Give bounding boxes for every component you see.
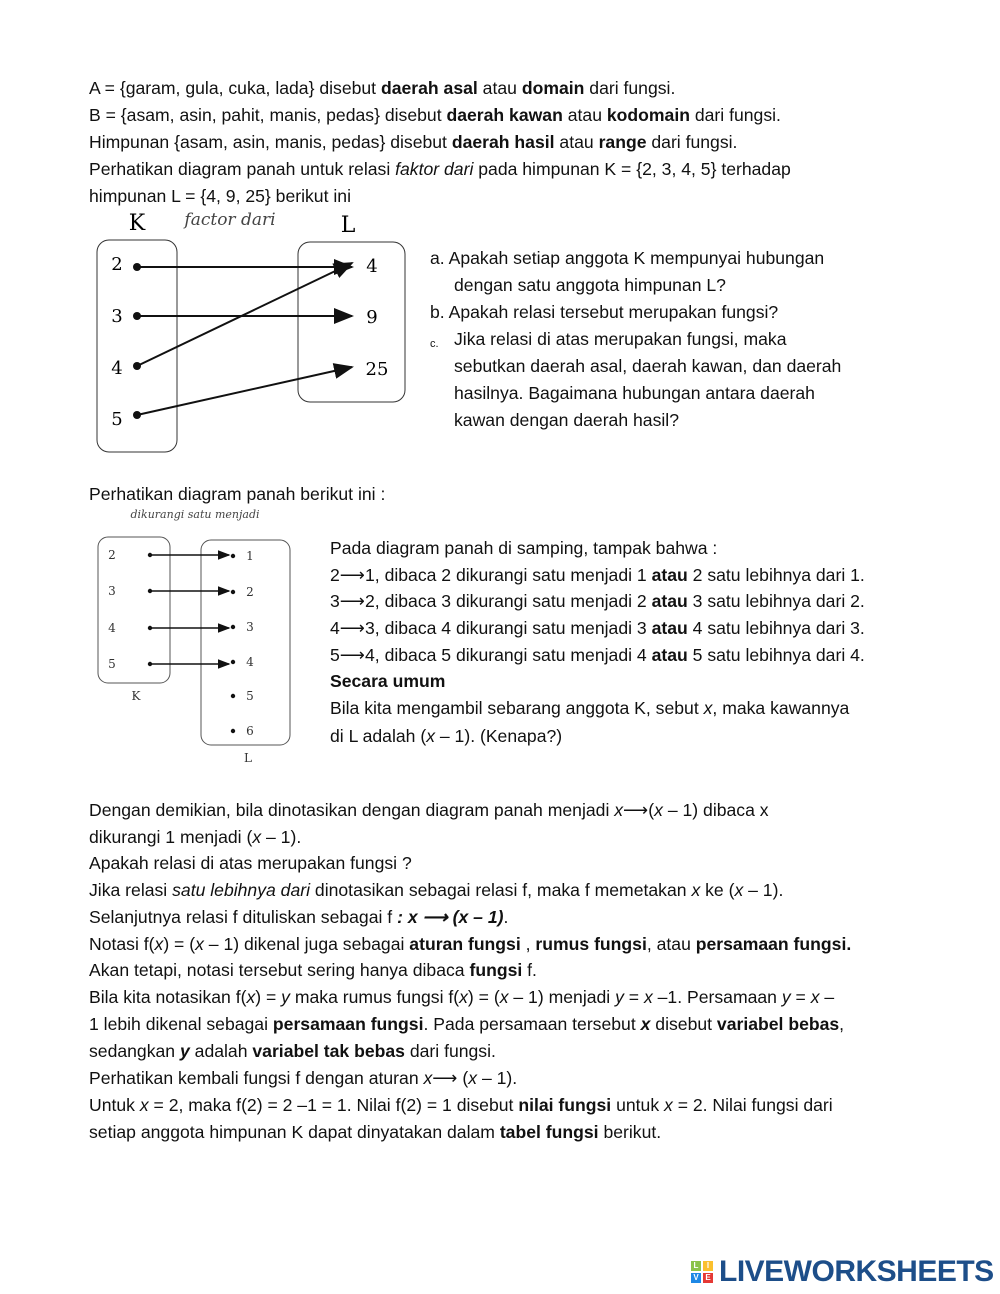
set-l-label: L [340, 213, 356, 238]
text-segment: x [139, 1095, 149, 1115]
text-line-s6 [330, 670, 445, 692]
k-element: 2 [108, 548, 116, 562]
question-c-marker: c. [430, 338, 439, 350]
text-segment: dari fungsi. [689, 105, 781, 125]
text-segment: . Pada persamaan tersebut [423, 1014, 641, 1034]
text-segment: = 2. Nilai fungsi dari [672, 1095, 833, 1115]
relation-label: factor dari [184, 210, 276, 230]
text-line-d8 [89, 986, 834, 1008]
text-line-d6 [89, 933, 851, 955]
text-segment: – 1) menjadi [508, 987, 616, 1007]
text-segment: 2⟶1, dibaca 2 dikurangi satu menjadi 1 [330, 565, 652, 585]
l-element: 5 [246, 689, 254, 703]
bold-term: rumus fungsi [535, 934, 647, 954]
text-segment: x [499, 987, 509, 1007]
text-segment: maka rumus fungsi f( [289, 987, 460, 1007]
text-segment: , [520, 934, 536, 954]
text-segment: y [281, 987, 290, 1007]
text-segment: himpunan L = {4, 9, 25} berikut ini [89, 186, 351, 206]
l-element: 6 [246, 724, 254, 738]
text-segment: f. [522, 960, 537, 980]
text-line-d2 [89, 826, 301, 848]
text-segment: Dengan demikian, bila dinotasikan dengan diagram panah menjadi [89, 800, 615, 820]
text-segment: 1 lebih dikenal sebagai [89, 1014, 273, 1034]
text-segment: dari fungsi. [646, 132, 738, 152]
text-segment: Perhatikan diagram panah untuk relasi [89, 159, 396, 179]
text-segment: Perhatikan kembali fungsi f dengan aturan [89, 1068, 424, 1088]
text-segment: setiap anggota himpunan K dapat dinyatakan dalam [89, 1122, 500, 1142]
bold-term: Secara umum [330, 671, 446, 691]
text-line-d3 [89, 852, 412, 874]
text-line-d13 [89, 1121, 661, 1143]
text-segment: ) = ( [467, 987, 500, 1007]
text-segment: = [623, 987, 644, 1007]
text-segment: berikut. [598, 1122, 662, 1142]
k-element: 4 [108, 621, 116, 635]
text-line-d7 [89, 959, 537, 981]
text-segment: x [614, 800, 624, 820]
text-segment: dengan satu anggota himpunan L? [454, 275, 726, 295]
bold-term: aturan fungsi [409, 934, 521, 954]
text-segment: sedangkan [89, 1041, 180, 1061]
text-segment: , maka kawannya [712, 698, 850, 718]
arrow-diagram-factor-dari [0, 0, 1000, 470]
bold-term: : x ⟶ ( [397, 907, 459, 927]
text-segment: – 1) dikenal juga sebagai [203, 934, 410, 954]
text-segment: sebutkan daerah asal, daerah kawan, dan daerah [454, 356, 842, 376]
text-line-s2 [330, 564, 865, 586]
k-element: 5 [108, 657, 116, 671]
text-segment: 3 satu lebihnya dari 2. [687, 591, 865, 611]
logo-text: LIVEWORKSHEETS [719, 1255, 994, 1288]
bold-term: kodomain [606, 105, 690, 125]
text-segment: dinotasikan sebagai relasi f, maka f memetakan [310, 880, 692, 900]
text-segment: , [839, 1014, 845, 1034]
text-segment: ) = ( [163, 934, 196, 954]
text-segment: x [468, 1068, 478, 1088]
text-line-s7 [330, 697, 849, 719]
text-segment: dikurangi 1 menjadi ( [89, 827, 253, 847]
text-segment: untuk [611, 1095, 665, 1115]
text-line-d1 [89, 799, 769, 821]
text-segment: y [781, 987, 791, 1007]
text-segment: ⟶ ( [432, 1068, 469, 1088]
text-line-d10 [89, 1040, 496, 1062]
bold-term: atau [651, 645, 688, 665]
text-segment: –1. Persamaan [652, 987, 782, 1007]
text-segment: x [703, 698, 713, 718]
text-segment: y [615, 987, 624, 1007]
text-segment: , atau [646, 934, 696, 954]
text-segment: Akan tetapi, notasi tersebut sering hanya dibaca [89, 960, 470, 980]
k-element: 3 [108, 584, 116, 598]
bold-term: atau [651, 618, 688, 638]
text-segment: Perhatikan diagram panah berikut ini : [89, 484, 386, 504]
text-segment: ) = [255, 987, 282, 1007]
text-segment: pada himpunan K = {2, 3, 4, 5} terhadap [473, 159, 791, 179]
text-segment: atau [554, 132, 599, 152]
l-element: 4 [366, 256, 378, 277]
text-segment: – 1) dibaca x [662, 800, 769, 820]
text-segment: dari fungsi. [404, 1041, 496, 1061]
k-element: 4 [111, 358, 123, 379]
bold-term: daerah asal [380, 78, 478, 98]
l-element: 1 [246, 549, 254, 563]
set-l-label: L [244, 751, 252, 765]
text-segment: – [819, 987, 835, 1007]
text-segment: atau [477, 78, 522, 98]
text-segment: Untuk [89, 1095, 140, 1115]
l-element: 9 [366, 307, 378, 328]
text-segment: x [423, 1068, 433, 1088]
set-k-label: K [131, 689, 141, 703]
bold-term: variabel tak bebas [252, 1041, 405, 1061]
bold-term: atau [651, 565, 688, 585]
bold-term: fungsi [469, 960, 523, 980]
bold-term: atau [651, 591, 688, 611]
text-segment: x [195, 934, 204, 954]
text-line-s3 [330, 590, 865, 612]
k-element: 5 [111, 409, 123, 430]
set-l-box [201, 540, 290, 745]
text-line-s4 [330, 617, 865, 639]
bold-term: persamaan fungsi [272, 1014, 424, 1034]
text-segment: x [252, 827, 262, 847]
text-segment: Notasi f( [89, 934, 155, 954]
bold-term: nilai fungsi [518, 1095, 612, 1115]
l-element: 3 [246, 620, 254, 634]
text-line-d5 [89, 906, 508, 928]
text-segment: di L adalah ( [330, 726, 427, 746]
text-segment: x [643, 987, 653, 1007]
relation-label: dikurangi satu menjadi [130, 508, 260, 521]
set-k-box [97, 240, 177, 452]
text-line-s1 [330, 537, 717, 559]
text-segment: – 1). [261, 827, 302, 847]
text-segment: B = {asam, asin, pahit, manis, pedas} disebut [89, 105, 447, 125]
text-segment: x [664, 1095, 673, 1115]
text-line-d12 [89, 1094, 833, 1116]
text-segment: Apakah relasi di atas merupakan fungsi ? [89, 853, 412, 873]
text-segment: Himpunan {asam, asin, manis, pedas} disebut [89, 132, 452, 152]
text-segment: Selanjutnya relasi f dituliskan sebagai f [89, 907, 398, 927]
text-line-s5 [330, 644, 865, 666]
bold-term: y [179, 1041, 190, 1061]
text-line-d11 [89, 1067, 517, 1089]
text-segment: x [691, 880, 701, 900]
bold-term: range [598, 132, 647, 152]
bold-term: persamaan fungsi. [695, 934, 852, 954]
text-segment: 5⟶4, dibaca 5 dikurangi satu menjadi 4 [330, 645, 652, 665]
text-segment: Jika relasi [89, 880, 173, 900]
text-segment: a. Apakah setiap anggota K mempunyai hubungan [430, 248, 825, 268]
text-segment: faktor dari [395, 159, 474, 179]
text-segment: 2 satu lebihnya dari 1. [687, 565, 865, 585]
logo-tiles-icon: L IV E [690, 1260, 716, 1284]
arrow [137, 367, 352, 415]
bold-term: daerah kawan [446, 105, 563, 125]
text-segment: satu lebihnya dari [172, 880, 311, 900]
k-element: 2 [111, 254, 123, 275]
arrow [137, 263, 352, 366]
text-segment: x [426, 726, 435, 746]
text-segment: atau [562, 105, 607, 125]
l-element: 25 [365, 359, 389, 380]
text-segment: hasilnya. Bagaimana hubungan antara daerah [454, 383, 815, 403]
l-element: 4 [246, 655, 254, 669]
text-line-d9 [89, 1013, 844, 1035]
liveworksheets-logo [690, 1255, 994, 1289]
text-segment: ⟶( [623, 800, 655, 820]
l-element: 2 [246, 585, 254, 599]
text-segment: 4⟶3, dibaca 4 dikurangi satu menjadi 3 [330, 618, 652, 638]
bold-term: tabel fungsi [499, 1122, 599, 1142]
text-segment: 3⟶2, dibaca 3 dikurangi satu menjadi 2 [330, 591, 652, 611]
text-segment: = 2, maka f(2) = 2 –1 = 1. Nilai f(2) = 1 disebut [148, 1095, 519, 1115]
arrow-diagram-dikurangi-satu [0, 500, 320, 770]
set-k-label: K [128, 211, 146, 236]
text-segment: adalah [189, 1041, 253, 1061]
bold-term: x [640, 1014, 651, 1034]
text-segment: x [246, 987, 256, 1007]
text-segment: dari fungsi. [584, 78, 676, 98]
text-segment: Bila kita notasikan f( [89, 987, 247, 1007]
bold-term: variabel bebas [716, 1014, 840, 1034]
text-segment: b. Apakah relasi tersebut merupakan fungsi? [430, 302, 779, 322]
text-segment: A = {garam, gula, cuka, lada} disebut [89, 78, 381, 98]
text-segment: Pada diagram panah di samping, tampak bahwa : [330, 538, 718, 558]
text-segment: x [734, 880, 744, 900]
bold-term: daerah hasil [451, 132, 555, 152]
text-line-d4 [89, 879, 783, 901]
text-segment: Bila kita mengambil sebarang anggota K, sebut [330, 698, 704, 718]
bold-term: domain [521, 78, 585, 98]
text-segment: 4 satu lebihnya dari 3. [687, 618, 865, 638]
text-segment: x [810, 987, 820, 1007]
text-segment: 5 satu lebihnya dari 4. [687, 645, 865, 665]
bold-term: x – 1) [458, 907, 504, 927]
k-element: 3 [111, 306, 123, 327]
text-segment: Jika relasi di atas merupakan fungsi, maka [454, 329, 787, 349]
text-line-s8 [330, 725, 562, 747]
text-segment: – 1). [743, 880, 784, 900]
text-segment: – 1). (Kenapa?) [434, 726, 563, 746]
text-segment: = [790, 987, 811, 1007]
text-segment: x [459, 987, 468, 1007]
text-segment: ke ( [700, 880, 735, 900]
text-segment: kawan dengan daerah hasil? [454, 410, 679, 430]
text-segment: x [654, 800, 663, 820]
text-segment: – 1). [477, 1068, 518, 1088]
text-segment: disebut [650, 1014, 717, 1034]
text-segment: x [154, 934, 164, 954]
text-segment: . [503, 907, 509, 927]
